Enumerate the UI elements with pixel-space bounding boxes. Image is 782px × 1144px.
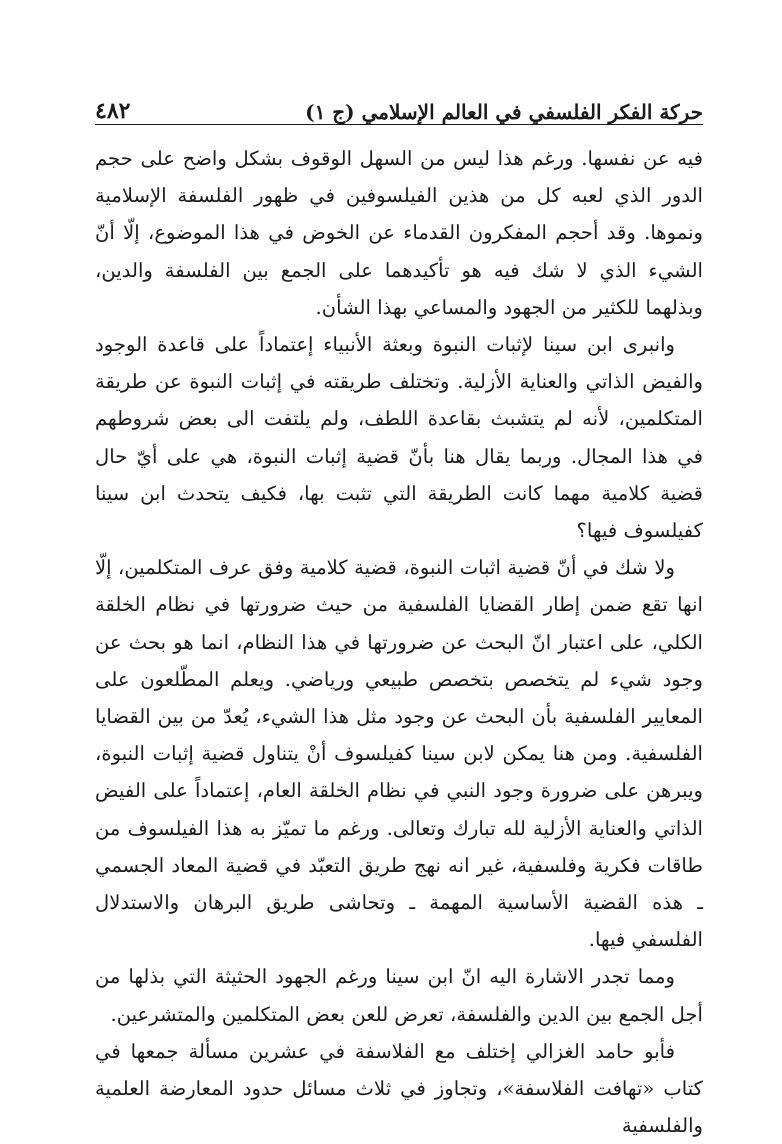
paragraph: ومما تجدر الاشارة اليه انّ ابن سينا ورغم الجهود الحثيثة التي بذلها من أجل الجمع بين الدين والفلسفة، تعرض للعن بعض المتكلمين والمتشرعين. <box>95 965 703 1026</box>
paragraph: ولا شك في أنّ قضية اثبات النبوة، قضية كلامية وفق عرف المتكلمين، إلّا انها تقع ضمن إطار القضايا الفلسفية من حيث ضرورتها في نظام الخلقة الكلي، على اعتبار انّ البحث عن ضرورتها في هذا النظام، انما هو بحث عن وجود شيء لم يتخصص بتخصص طبيعي ورياضي. ويعلم المطّلعون على المعايير الفلسفية بأن البحث عن وجود مثل هذا الشيء، يُعدّ من بين القضايا الفلسفية. ومن هنا يمكن لابن سينا كفيلسوف أنْ يتناول قضية إثبات النبوة، ويبرهن على ضرورة وجود النبي في نظام الخلقة العام، إعتماداً على الفيض الذاتي والعناية الأزلية لله تبارك وتعالى. ورغم ما تميّز به هذا الفيلسوف من طاقات فكرية وفلسفية، غير انه نهج طريق التعبّد في قضية المعاد الجسمي ـ هذه القضية الأساسية المهمة ـ وتحاشى طريق البرهان والاستدلال الفلسفي فيها. <box>95 556 703 952</box>
header-rule <box>95 124 703 125</box>
paragraph: فيه عن نفسها. ورغم هذا ليس من السهل الوقوف بشكل واضح على حجم الدور الذي لعبه كل من هذين الفيلسوفين في ظهور الفلسفة الإسلامية ونموها. وقد أحجم المفكرون القدماء عن الخوض في هذا الموضوع، إلّا أنّ الشيء الذي لا شك فيه هو تأكيدهما على الجمع بين الفلسفة والدين، وبذلهما للكثير من الجهود والمساعي بهذا الشأن. <box>95 147 703 319</box>
page-number: ٤٨٢ <box>95 98 131 124</box>
paragraph: وانبرى ابن سينا لإثبات النبوة وبعثة الأنبياء إعتماداً على قاعدة الوجود والفيض الذاتي والعناية الأزلية. وتختلف طريقته في إثبات النبوة عن طريقة المتكلمين، لأنه لم يتشبث بقاعدة اللطف، ولم يلتفت الى بعض شروطهم في هذا المجال. وربما يقال هنا بأنّ قضية إثبات النبوة، هي على أيّ حال قضية كلامية مهما كانت الطريقة التي تثبت بها، فكيف يتحدث ابن سينا كفيلسوف فيها؟ <box>95 333 703 543</box>
page-header <box>95 82 703 122</box>
paragraph: فأبو حامد الغزالي إختلف مع الفلاسفة في عشرين مسألة جمعها في كتاب «تهافت الفلاسفة»، وتجاوز في ثلاث مسائل حدود المعارضة العلمية والفلسفية <box>95 1039 703 1138</box>
body-text <box>95 140 703 1144</box>
running-title: حركة الفكر الفلسفي في العالم الإسلامي (ج ١) <box>305 100 703 124</box>
